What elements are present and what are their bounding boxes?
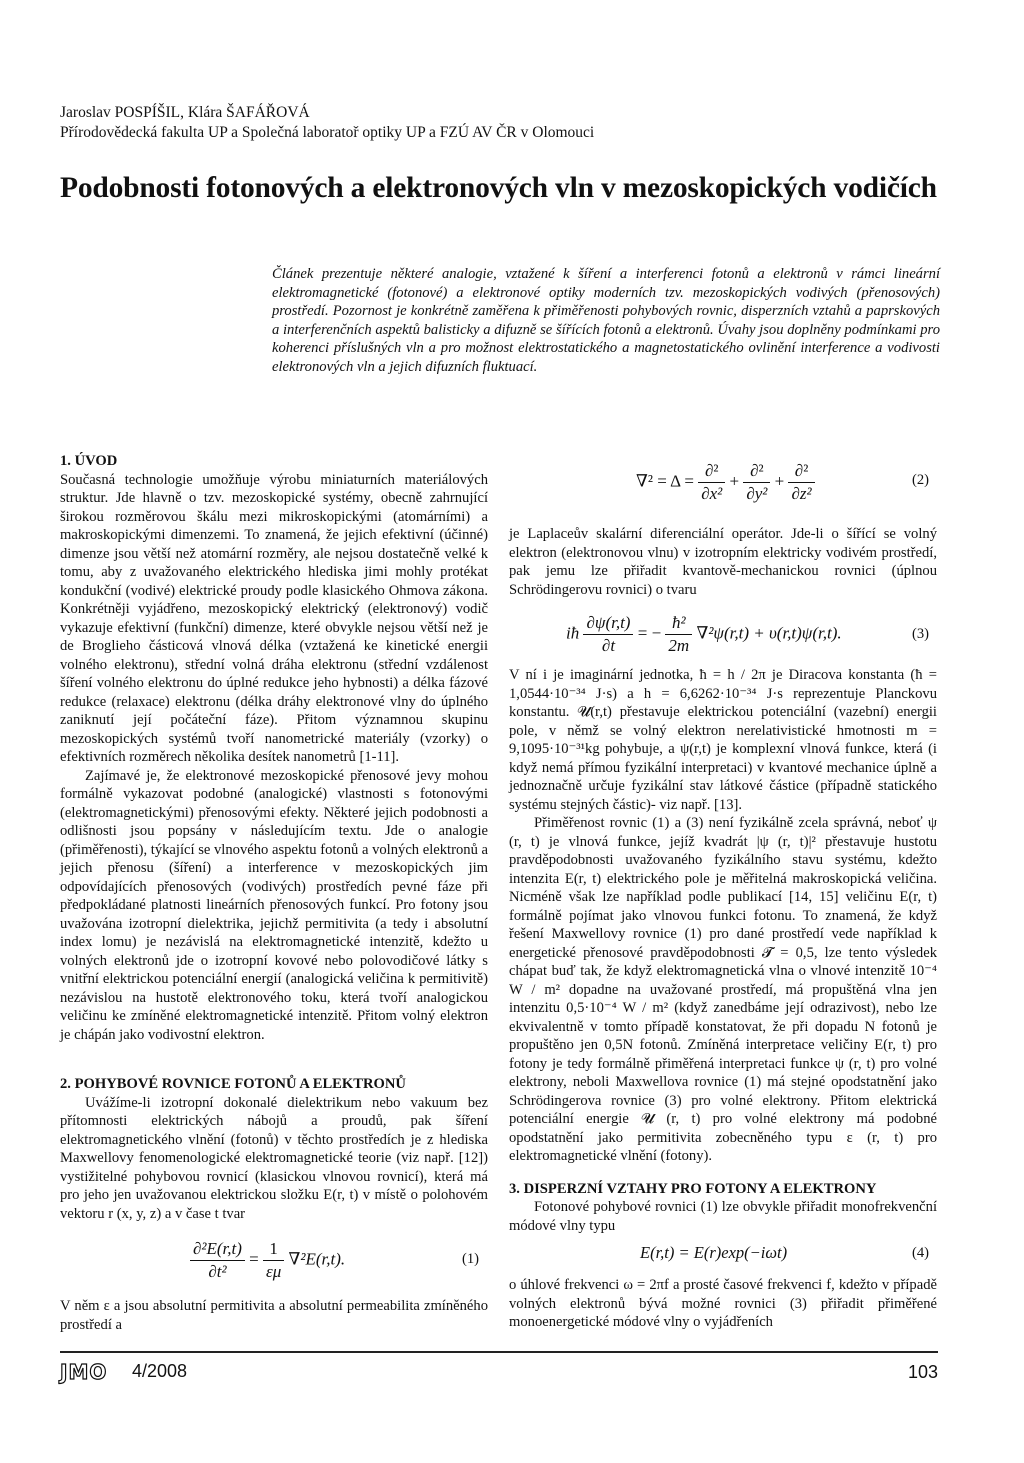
issue-number: 4/2008 xyxy=(132,1361,188,1381)
right-paragraph-1: je Laplaceův skalární diferenciální operátor. Jde-li o šířící se volný elektron (elektronovou vlnu) v izotropním elektricky vodivém prostředí, pak jemu lze přiřadit kvantově-mechanickou rovnici (úplnou Schrödingerovu rovnici) o tvaru xyxy=(509,526,937,598)
spacer xyxy=(509,1166,937,1180)
eq1-number: (1) xyxy=(462,1251,480,1267)
eq1-lhs-den: ∂t² xyxy=(208,1262,227,1281)
eq1-rhs-den: εμ xyxy=(266,1262,282,1281)
eq1-rhs-fraction xyxy=(263,1238,284,1283)
eq1-lhs-fraction xyxy=(190,1238,245,1283)
affiliation: Přírodovědecká fakulta UP a Společná laboratoř optiky UP a FZÚ AV ČR v Olomouci xyxy=(60,124,595,141)
s1-paragraph-2: Zajímavé je, že elektronové mezoskopické přenosové jevy mohou formálně vykazovat podobné (analogické) vlastnosti s fotonovými (elektromagnetickými) přenosovými efekty. Některé jejich podobnosti a odlišnosti jsou popsány v následujícím textu. Jde o analogie (přiměřenosti), týkající se vlnového aspektu fotonů a volných elektronů a jejich přenosu (šíření) a interference v mezoskopických jim odpovídajících přenosových (vodivých) prostředích pevné fáze při předpokládané platnosti lineárních přenosových funkcí. Pro fotony jsou uvažována izotropní dielektrika, jejichž permitivita (a tedy i absolutní index lomu) je nezávislá na elektromagnetické intenzitě, kdežto u volných elektronů jde o izotropní kovové nebo polovodičové látky s vnitřní elektrickou potenciální energií (analogická veličina k permitivitě) nezávislou na hustotě elektronového toku, která tvoří analogickou veličinu ke zmíněné elektromagnetické intenzitě. Přitom volný elektron je chápán jako vodivostní elektron. xyxy=(60,767,488,1043)
eq2-term-z xyxy=(788,460,814,505)
abstract: Článek prezentuje některé analogie, vztažené k šíření a interferenci fotonů a elektronů v rámci lineární elektromagnetické (fotonové) a elektronové optiky moderních tzv. mezoskopických vodivých (přenosových) prostředí. Pozornost je konkrétně zaměřena k přiměřenosti pohybových rovnic, disperzních vztahů a paprskových a interferenčních aspektů balisticky a difuzně se šířících fotonů a elektronů. Úvahy jsou doplněny podmínkami pro koherenci příslušných vln a pro možnost elektrostatického a magnetostatického ovlinění interference a vodivosti elektronových vln a jejich difuzních fluktuací. xyxy=(272,266,940,375)
eq2-t1-num: ∂² xyxy=(698,460,725,483)
s1-paragraph-1: Současná technologie umožňuje výrobu miniaturních materiálových struktur. Jde hlavně o tzv. mezoskopické systémy, obecně zahrnující širokou rozměrovou škálu mezi mikroskopickými (atomárními) a makroskopickými dimenzemi. To znamená, že jejich efektivní (účinné) dimenze jsou větší než atomární rozměry, ale nejsou dostatečně velké k tomu, aby z uvažovaného elektrického hlediska jimi mohly protékat kondukční (vodivé) elektrické proudy podle klasického Ohmova zákona. Konkrétněji vyjádřeno, mezoskopický elektrický (elektronový) vodič vykazuje efektivní (funkční) dimenze, které obvykle nejsou větší než je de Broglieho částicová vlnová délka (vztažená ke kinetické energii volného elektronu), střední volná dráha elektronu (střední vzdálenost šíření volného elektronu do úplné redukce jeho hybnosti) a délka fázové redukce (relaxace) elektronu (délka dráhy elektronové vlny do úplného zaniknutí její počáteční fáze). Přitom významnou skupinu mezoskopických systémů tvoří nanometrické materiály (vzorky) o efektivních rozměrech několika desítek nanometrů [1-11]. xyxy=(60,471,488,765)
eq4-number: (4) xyxy=(912,1245,930,1261)
eq1-rhs-num: 1 xyxy=(263,1238,284,1261)
eq2-t3-den: ∂z² xyxy=(791,484,812,503)
equation-1 xyxy=(190,1238,345,1283)
eq2-t3-num: ∂² xyxy=(788,460,814,483)
right-paragraph-4: Fotonové pohybové rovnici (1) lze obvykle přiřadit monofrekvenční módové vlny typu xyxy=(509,1199,937,1234)
right-column-bottom xyxy=(509,1276,937,1332)
eq3-lhs-den: ∂t xyxy=(601,636,616,655)
eq3-rhs-den: 2m xyxy=(668,636,690,655)
footer-rule xyxy=(60,1351,938,1353)
eq3-rhs-num: ħ² xyxy=(665,612,692,635)
eq3-number: (3) xyxy=(912,626,930,642)
eq2-term-y xyxy=(743,460,770,505)
eq1-rest: ∇²E(r,t). xyxy=(288,1249,346,1269)
article-title: Podobnosti fotonových a elektronových vln v mezoskopických vodičích xyxy=(60,172,937,204)
eq2-plus-1: + xyxy=(729,471,740,491)
equation-3 xyxy=(566,612,842,657)
left-column-bottom xyxy=(60,1297,488,1334)
journal-logo: JMO xyxy=(60,1360,108,1384)
eq1-equals: = xyxy=(249,1249,259,1269)
eq2-term-x xyxy=(698,460,725,505)
left-column-section-2 xyxy=(60,1075,488,1223)
right-column-main xyxy=(509,666,937,1235)
eq2-t2-den: ∂y² xyxy=(746,484,768,503)
right-paragraph-3: Přiměřenost rovnic (1) a (3) není fyzikálně zcela správná, neboť ψ (r, t) je vlnová funkce, jejíž kvadrát |ψ (r, t)|² přestavuje hustotu pravděpodobnosti uvažovaného fyzikálního stavu systému, kdežto intenzita E(r, t) elektrického pole je měřitelná makroskopická veličina. Nicméně však lze například podle publikací [14, 15] veličinu E(r, t) formálně pojímat jako vlnovou funkci fotonu. To znamená, že když řešení Maxwellovy rovnice (1) pro dané prostředí vede například k energetické přenosové pravděpodobnosti 𝓣 = 0,5, lze tento výsledek chápat buď tak, že když elektromagnetická vlna o vlnové intenzitě 10⁻⁴ W / m² dopadne na uvažované prostředí, má propuštěná vlna jen intenzitu 0,5·10⁻⁴ W / m² (když zanedbáme její odrazivost), nebo lze ekvivalentně v tomto případě konstatovat, že při dopadu N fotonů je propuštěno jen 0,5N fotonů. Zmíněná interpretace veličiny E(r, t) pro fotony je tedy formálně přiměřená interpretaci funkce ψ (r, t) pro volné elektrony, neboli Maxwellova rovnice (1) má stejné opodstatnění jako Schrödingerova rovnice (3) pro volné elektrony. Přitom elektrická potenciální energie 𝓤 (r, t) pro volné elektrony má podobné opodstatnění jako permitivita zobecněného typu ε (r, t) pro elektromagnetické vlnění (fotony). xyxy=(509,815,937,1164)
page-number: 103 xyxy=(907,1362,938,1382)
author-block xyxy=(60,103,594,143)
eq3-rhs-fraction xyxy=(665,612,692,657)
eq3-lhs-num: ∂ψ(r,t) xyxy=(583,612,633,635)
eq3-equals: = − xyxy=(637,623,662,643)
eq2-plus-2: + xyxy=(774,471,785,491)
s2-paragraph-1: Uvážíme-li izotropní dokonalé dielektrikum nebo vakuum bez přítomnosti elektrických nábojů a proudů, pak šíření elektromagnetického vlnění (fotonů) v těchto prostředích je z hlediska Maxwellovy fenomenologické elektromagnetické teorie (viz např. [12]) vystižitelné pohybovou rovnicí (klasickou vlnovou rovnicí), která má pro jeho jen uvažovanou elektrickou složku E(r, t) v místě o polohovém vektoru r (x, y, z) a v čase t tvar xyxy=(60,1094,488,1222)
equation-4: E(r,t) = E(r)exp(−iωt) xyxy=(640,1243,788,1262)
section-2-heading: 2. POHYBOVÉ ROVNICE FOTONŮ A ELEKTRONŮ xyxy=(60,1076,406,1092)
left-column-top xyxy=(60,452,488,1044)
eq2-number: (2) xyxy=(912,472,930,488)
eq3-rest: ∇²ψ(r,t) + υ(r,t)ψ(r,t). xyxy=(696,623,842,643)
right-paragraph-2: V ní i je imaginární jednotka, ħ = h / 2π je Diracova konstanta (ħ = 1,0544·10⁻³⁴ J·s) a h = 6,6262·10⁻³⁴ J·s reprezentuje Planckovu konstantu. 𝓤(r,t) přestavuje elektrickou potenciální (vazební) energii pole, v němž se volný elektron nerelativistické hmotnosti m = 9,1095·10⁻³¹kg pohybuje, a ψ(r,t) je komplexní vlnová funkce, která (i když nemá přímou fyzikální interpretaci) v kvantové mechanice úplně a jednoznačně určuje fyzikální stav látkové částice (případně statického systému stejných částic)- viz např. [13]. xyxy=(509,667,937,813)
eq2-t2-num: ∂² xyxy=(743,460,770,483)
section-1-heading: 1. ÚVOD xyxy=(60,453,118,469)
equation-2 xyxy=(636,460,815,505)
eq2-t1-den: ∂x² xyxy=(701,484,723,503)
s2-paragraph-2: V něm ε a jsou absolutní permitivita a absolutní permeabilita zmíněného prostředí a xyxy=(60,1298,488,1333)
right-paragraph-5: o úhlové frekvenci ω = 2πf a prosté časové frekvenci f, kdežto v případě volných elektronů bývá možné rovnici (3) přiřadit přiměřené monoenergetické módové vlny o vyjádřeních xyxy=(509,1277,937,1330)
eq2-lhs: ∇² = Δ = xyxy=(636,471,694,491)
right-column-p1 xyxy=(509,525,937,599)
section-3-heading: 3. DISPERZNÍ VZTAHY PRO FOTONY A ELEKTRONY xyxy=(509,1180,877,1197)
eq1-lhs-num: ∂²E(r,t) xyxy=(190,1238,245,1261)
eq3-prefix: iħ xyxy=(566,623,580,643)
authors: Jaroslav POSPÍŠIL, Klára ŠAFÁŘOVÁ xyxy=(60,104,310,121)
eq3-lhs-fraction xyxy=(583,612,633,657)
